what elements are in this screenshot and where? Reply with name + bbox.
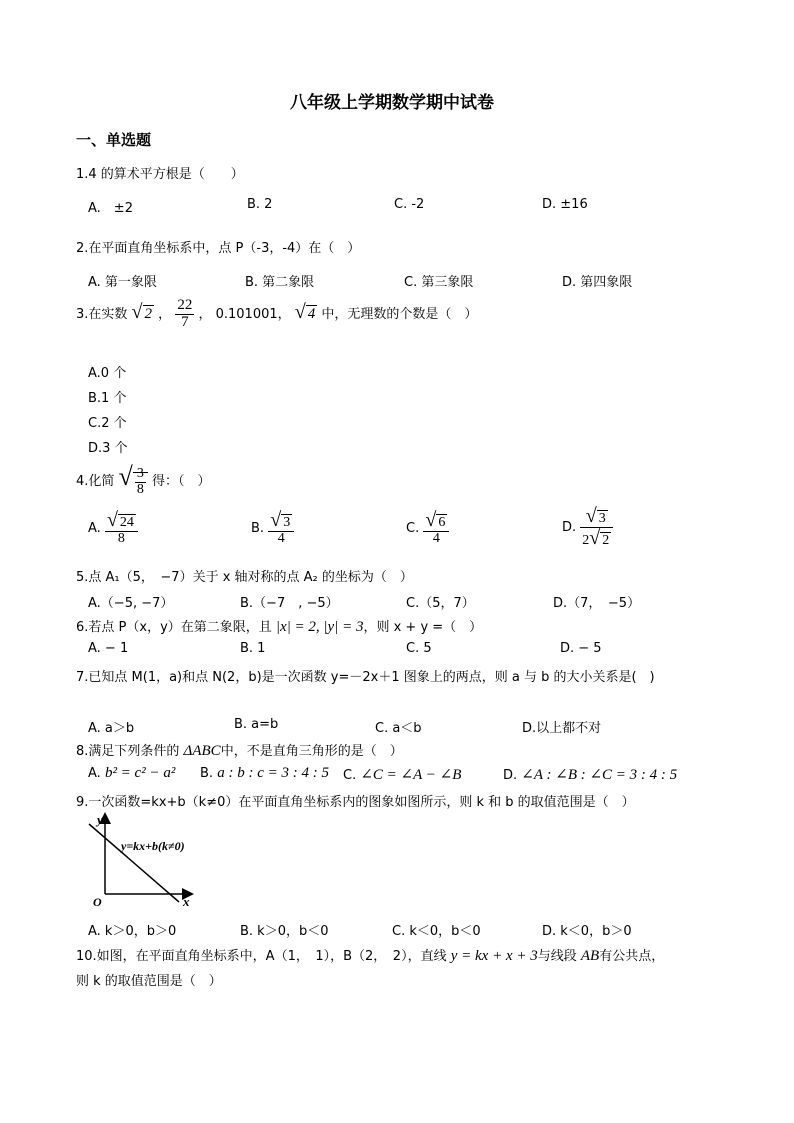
segment-ab: AB bbox=[580, 948, 600, 964]
sqrt2-expr: √ 2 bbox=[131, 300, 153, 323]
section-heading: 一、单选题 bbox=[76, 131, 152, 149]
q3-option-d[interactable]: D.3 个 bbox=[88, 441, 128, 456]
x-axis-label: x bbox=[183, 894, 190, 907]
q7-option-a[interactable]: A. a＞b bbox=[88, 721, 135, 736]
sqrt4-expr: √ 4 bbox=[294, 300, 316, 323]
q9-option-d[interactable]: D. k＜0，b＞0 bbox=[542, 924, 632, 939]
q7-option-d[interactable]: D.以上都不对 bbox=[522, 721, 602, 736]
q2-option-c[interactable]: C. 第三象限 bbox=[404, 275, 474, 290]
q6-option-a[interactable]: A. − 1 bbox=[88, 641, 129, 656]
q8-option-d[interactable]: D. ∠A : ∠B : ∠C = 3 : 4 : 5 bbox=[503, 767, 678, 783]
q9-option-b[interactable]: B. k＞0，b＜0 bbox=[240, 924, 329, 939]
q8-option-b[interactable]: B. a : b : c = 3 : 4 : 5 bbox=[200, 765, 329, 781]
q3-pre-text: 3.在实数 bbox=[76, 306, 128, 322]
linear-function-graph bbox=[85, 812, 200, 907]
page-title: 八年级上学期数学期中试卷 bbox=[290, 93, 494, 113]
question-8-stem: 8.满足下列条件的 ΔABC中，不是直角三角形的是（ ） bbox=[76, 743, 403, 759]
q6-option-b[interactable]: B. 1 bbox=[240, 641, 266, 656]
q3-option-b[interactable]: B.1 个 bbox=[88, 391, 127, 406]
q1-option-d[interactable]: D. ±16 bbox=[542, 197, 588, 212]
question-6-stem: 6.若点 P（x，y）在第二象限，且 |x| = 2, |y| = 3，则 x + y =（ ） bbox=[76, 619, 483, 635]
q8-option-c[interactable]: C. ∠C = ∠A − ∠B bbox=[343, 767, 462, 783]
q6-option-c[interactable]: C. 5 bbox=[406, 641, 432, 656]
line-equation-label: y=kx+b(k≠0) bbox=[121, 839, 185, 853]
q5-option-d[interactable]: D.（7， −5） bbox=[553, 596, 641, 611]
q9-option-c[interactable]: C. k＜0，b＜0 bbox=[392, 924, 481, 939]
q3-option-a[interactable]: A.0 个 bbox=[88, 366, 127, 381]
q6-option-d[interactable]: D. − 5 bbox=[560, 641, 602, 656]
question-9-stem: 9.一次函数=kx+b（k≠0）在平面直角坐标系内的图象如图所示，则 k 和 b 的取值范围是（ ） bbox=[76, 795, 635, 810]
q4-option-c[interactable]: C. $\frac{√ 6}{4}$ bbox=[406, 510, 449, 547]
q1-option-a[interactable]: A. ±2 bbox=[88, 201, 133, 216]
triangle-abc: ΔABC bbox=[183, 743, 221, 759]
q10-equation: y = kx + x + 3 bbox=[450, 948, 538, 964]
q4-option-b[interactable]: B. $\frac{√ 3}{4}$ bbox=[251, 510, 294, 547]
q1-option-b[interactable]: B. 2 bbox=[247, 197, 273, 212]
question-1-stem: 1.4 的算术平方根是（ ） bbox=[76, 167, 244, 182]
q5-option-c[interactable]: C.（5，7） bbox=[406, 596, 475, 611]
fraction-22-7: $\frac{22}{7}$ bbox=[177, 297, 193, 330]
q7-option-c[interactable]: C. a＜b bbox=[375, 721, 422, 736]
q4-option-a[interactable]: A. $\frac{√ 24}{8}$ bbox=[88, 510, 138, 547]
q2-option-d[interactable]: D. 第四象限 bbox=[562, 275, 633, 290]
y-axis-label: y bbox=[97, 812, 103, 827]
q8-option-a[interactable]: A. b² = c² − a² bbox=[88, 765, 176, 781]
question-7-stem: 7.已知点 M(1，a)和点 N(2，b)是一次函数 y=－2x＋1 图象上的两点，则 a 与 b 的大小关系是( ) bbox=[76, 670, 655, 685]
question-2-stem: 2.在平面直角坐标系中，点 P（-3，-4）在（ ） bbox=[76, 241, 361, 256]
question-4-stem: 4.化简 √ $\frac{3}{8}$ 得：（ ） bbox=[76, 462, 211, 497]
q5-option-b[interactable]: B.（−7 , −5） bbox=[240, 596, 339, 611]
q3-mid-text: ， 0.101001， bbox=[198, 306, 291, 322]
function-line bbox=[89, 824, 179, 902]
q3-post-text: 中，无理数的个数是（ ） bbox=[321, 306, 478, 322]
q9-option-a[interactable]: A. k＞0，b＞0 bbox=[88, 924, 177, 939]
q2-option-a[interactable]: A. 第一象限 bbox=[88, 275, 157, 290]
q4-option-d[interactable]: D. $\frac{√ 3}{2√ 2}$ bbox=[562, 506, 613, 549]
q2-option-b[interactable]: B. 第二象限 bbox=[245, 275, 315, 290]
question-5-stem: 5.点 A₁（5， −7）关于 x 轴对称的点 A₂ 的坐标为（ ） bbox=[76, 570, 413, 585]
question-10-stem: 10.如图，在平面直角坐标系中，A（1， 1），B（2， 2），直线 y = kx + x + 3与线段 AB有公共点， bbox=[76, 948, 665, 964]
q3-option-c[interactable]: C.2 个 bbox=[88, 416, 127, 431]
sqrt-3-over-8: √ $\frac{3}{8}$ bbox=[119, 462, 148, 497]
question-10-line2: 则 k 的取值范围是（ ） bbox=[76, 974, 222, 989]
question-3-stem: 3.在实数 √ 2 ， $\frac{22}{7}$ ， 0.101001， √ 4 中，无理数的个数是（ ） bbox=[76, 297, 478, 330]
q7-option-b[interactable]: B. a=b bbox=[234, 717, 279, 732]
origin-label: O bbox=[93, 895, 102, 907]
q1-option-c[interactable]: C. -2 bbox=[394, 197, 425, 212]
abs-value-equation: |x| = 2, |y| = 3 bbox=[275, 619, 364, 635]
q5-option-a[interactable]: A.（−5, −7） bbox=[88, 596, 174, 611]
